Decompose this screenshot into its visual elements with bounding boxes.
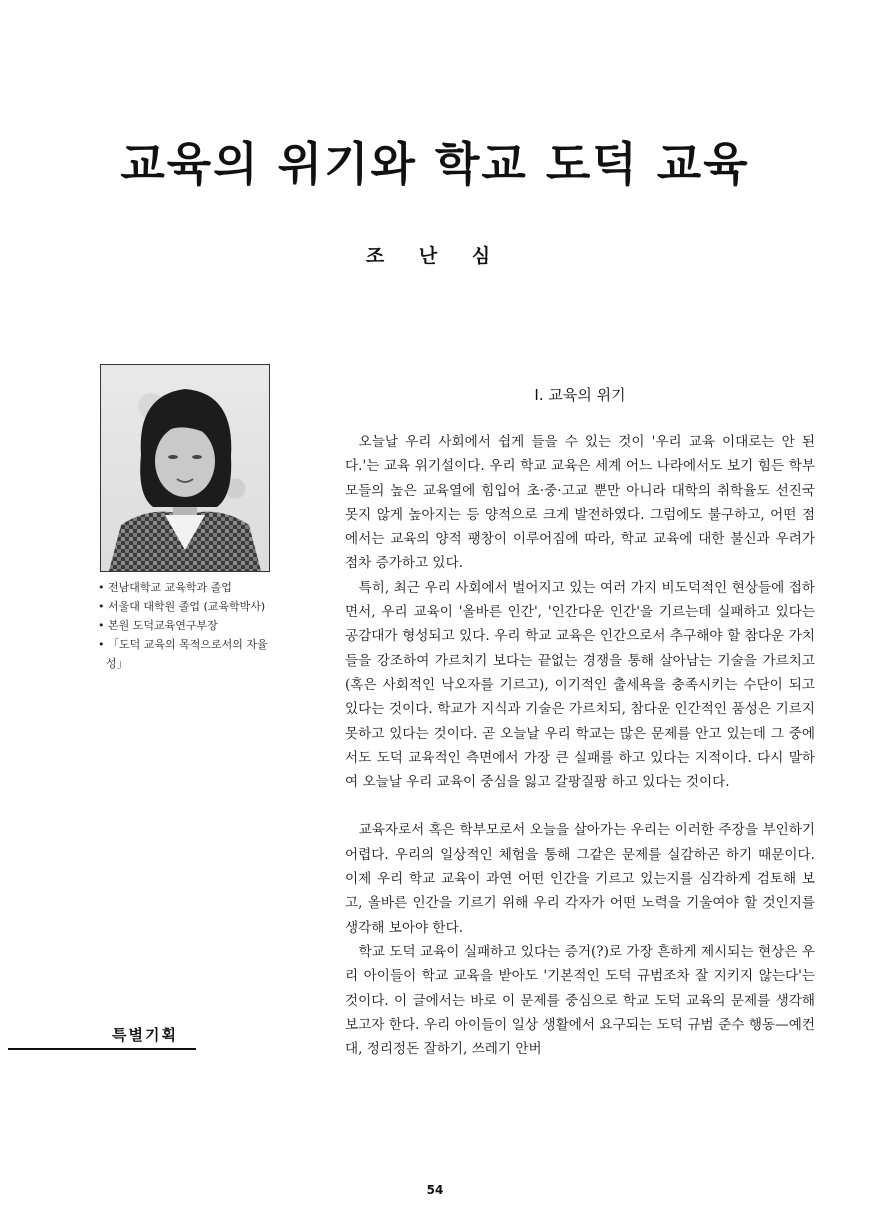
- section-heading: Ⅰ. 교육의 위기: [534, 386, 626, 404]
- body-paragraph: 특히, 최근 우리 사회에서 벌어지고 있는 여러 가지 비도덕적인 현상들에 접하면서, 우리 교육이 '올바른 인간', '인간다운 인간'을 기르는데 실패하고 있다는 공감대가 형성되고 있다. 우리 학교 교육은 인간으로서 추구해야 할 참다운 가치들을 강조하여 가르치기 보다는 끝없는 경쟁을 통해 살아남는 기술을 가르치고(혹은 사회적인 낙오자를 기르고), 이기적인 출세욕을 충족시키는 수단이 되고 있다는 것이다. 학교가 지식과 기술은 가르치되, 참다운 인간적인 품성은 기르지 못하고 있다는 것이다. 곧 오늘날 우리 학교는 많은 문제를 안고 있는데 그 중에서도 도덕 교육적인 측면에서 가장 큰 실패를 하고 있다는 지적이다. 다시 말하여 오늘날 우리 교육이 중심을 잃고 갈팡질팡 하고 있다는 것이다.: [345, 579, 815, 791]
- body-paragraph: 오늘날 우리 사회에서 쉽게 들을 수 있는 것이 '우리 교육 이대로는 안 된다.'는 교육 위기설이다. 우리 학교 교육은 세계 어느 나라에서도 보기 힘든 학부모들의 높은 교육열에 힘입어 초·중·고교 뿐만 아니라 대학의 취학율도 선진국 못지 않게 높아지는 등 양적으로 크게 발전하였다. 그럼에도 불구하고, 어떤 점에서는 교육의 양적 팽창이 이루어짐에 따라, 학교 교육에 대한 불신과 우려가 점차 증가하고 있다.: [345, 434, 815, 572]
- bio-item: • 「도덕 교육의 목적으로서의 자율성」: [98, 638, 268, 670]
- section-label: 특별기획: [112, 1026, 178, 1044]
- page-number: 54: [426, 1183, 444, 1197]
- body-paragraph: 교육자로서 혹은 학부모로서 오늘을 살아가는 우리는 이러한 주장을 부인하기 어렵다. 우리의 일상적인 체험을 통해 그같은 문제를 실감하곤 하기 때문이다. 이제 우리 학교 교육이 과연 어떤 인간을 기르고 있는지를 심각하게 검토해 보고, 올바른 인간을 기르기 위해 우리 각자가 어떤 노력을 기울여야 할 것인지를 생각해 보아야 한다.: [345, 822, 815, 936]
- bio-item: • 서울대 대학원 졸업 (교육학박사): [98, 600, 266, 613]
- body-paragraph: 학교 도덕 교육이 실패하고 있다는 증거(?)로 가장 흔하게 제시되는 현상은 우리 아이들이 학교 교육을 받아도 '기본적인 도덕 규범조차 잘 지키지 않는다'는 것이다. 이 글에서는 바로 이 문제를 중심으로 학교 도덕 교육의 문제를 생각해 보고자 한다. 우리 아이들이 일상 생활에서 요구되는 도덕 규범 준수 행동—예컨대, 정리정돈 잘하기, 쓰레기 안버: [345, 943, 815, 1058]
- author-photo: [100, 364, 270, 572]
- author-name: 조 난 심: [365, 245, 505, 267]
- author-bio: [98, 578, 273, 673]
- section-divider: [8, 1048, 196, 1050]
- bio-item: • 전남대학교 교육학과 졸업: [98, 581, 232, 594]
- bio-item: • 본원 도덕교육연구부장: [98, 619, 218, 632]
- article-body: [345, 430, 815, 1061]
- article-title: 교육의 위기와 학교 도덕 교육: [120, 137, 750, 191]
